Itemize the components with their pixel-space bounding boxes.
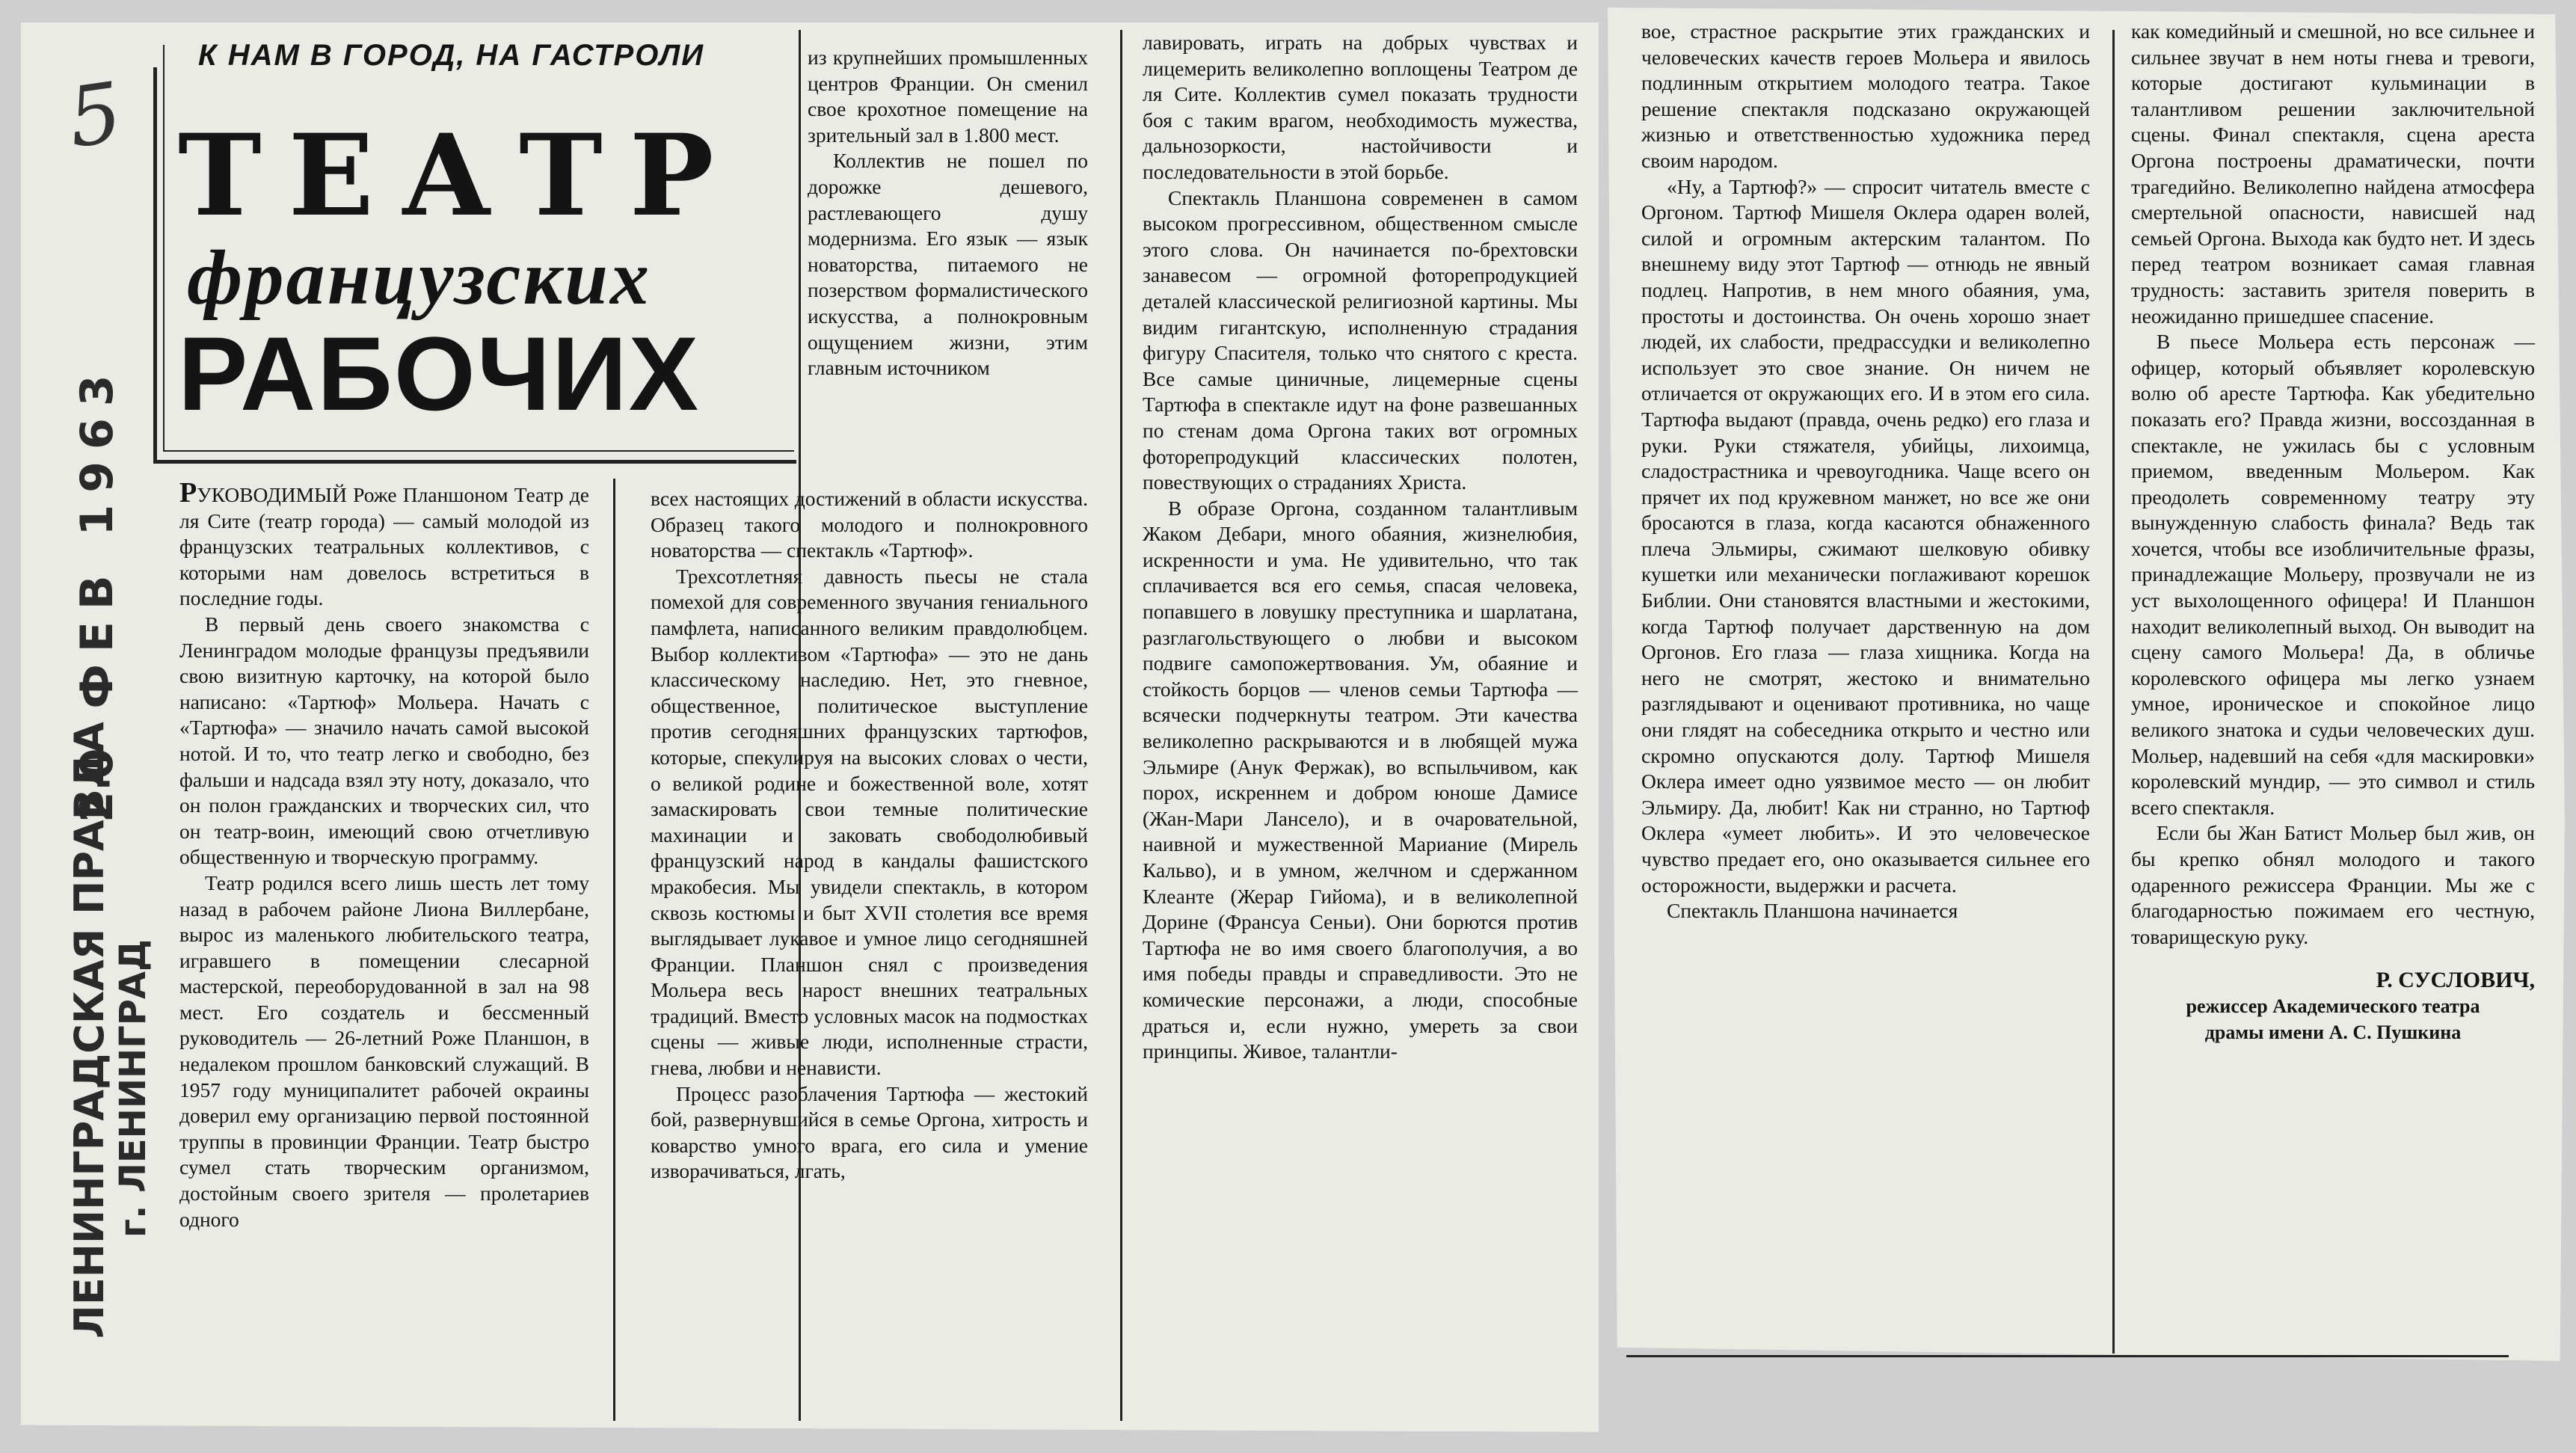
paragraph: всех настоящих достижений в области искусства. Образец такого молодого и полнокровного новаторства — спектакль «Тартюф». bbox=[651, 487, 1088, 562]
paragraph: В пьесе Мольера есть персонаж — офицер, который объявляет королевскую волю об аресте Тартюфа. Как убедительно показать его? Правда жизни, воссозданная в спектакле, не ужилась бы с условным приемом, введенным Мольером. Как преодолеть современному театру эту вынужденную слабость финала? Ведь так хочется, чтобы все изобличительные фразы, принадлежащие Мольеру, прозвучали не из уст выхолощенного офицера! И Планшон находит великолепный выход. Он выводит на сцену самого Мольера! Да, в обличье королевского офицера мы легко узнаем умное, ироническое и спокойное лицо великого знатока и судьи человеческих душ. Мольер, надевший на себя «для маскировки» королевский мундир, — это символ и стиль всего спектакля. bbox=[2131, 330, 2535, 819]
paragraph: вое, страстное раскрытие этих гражданских и человеческих качеств героев Мольера и явилось подлинным открытием молодого театра. Такое решение спектакля подсказано окружающей жизнью и ответственностью художника перед своим народом. bbox=[1641, 19, 2090, 172]
article-column-4 bbox=[1641, 19, 2090, 924]
paragraph: лавировать, играть на добрых чувствах и лицемерить великолепно воплощены Театром де ля Сите. Коллектив сумел показать трудности боя с таким врагом, необходимость мужества, дальнозоркости, настойчивости и последовательности в этой борьбе. bbox=[1143, 31, 1578, 183]
article-column-5 bbox=[2131, 19, 2535, 1045]
paragraph: Коллектив не пошел по дорожке дешевого, растлевающего душу модернизма. Его язык — язык новаторства, питаемого не позерством формалистического искусства, а полнокровным ощущением жизни, этим главным источником bbox=[808, 149, 1088, 380]
paragraph: как комедийный и смешной, но все сильнее и сильнее звучат в нем ноты гнева и тревоги, которые достигают кульминации в талантливом решении заключительной сцены. Финал спектакля, сцена ареста Оргона построены драматически, почти трагедийно. Великолепно найдена атмосфера смертельной опасности, нависшей над семьей Оргона. Выхода как будто нет. И здесь перед театром возникает самая главная трудность: заставить зрителя поверить в неожиданно пришедшее спасение. bbox=[2131, 19, 2535, 328]
paragraph: «Ну, а Тартюф?» — спросит читатель вместе с Оргоном. Тартюф Мишеля Оклера одарен волей, силой и огромным актерским талантом. По внешнему виду этот Тартюф — отнюдь не явный подлец. Напротив, в нем много обаяния, ума, простоты и достоинства. Он очень хорошо знает людей, их слабости, предрассудки и великолепно использует это свое знание. Он ничем не отличается от окружающих его. И в этом его сила. Тартюфа выдают (правда, очень редко) его глаза и руки. Руки стяжателя, убийцы, лихоимца, сладострастника и чревоугодника. Чаще всего он прячет их под кружевном манжет, но все же они бросаются в глаза, когда касаются обнаженного плеча Эльмиры, сжимают шелковую обивку кушетки или механически поглаживают корешок Библии. Они становятся властными и жестокими, когда Тартюф получает дарственную на дом Оргонов. Его глаза — глаза хищника. Когда на него не смотрят, жестоко и внимательно разглядывают и оценивают противника, но чаще они глядят на собеседника открыто и честно или скромно опускаются долу. Тартюф Мишеля Оклера имеет одно уязвимое место — он любит Эльмиру. Да, любит! Как ни странно, но Тартюф Оклера «умеет любить». И это человеческое чувство предает его, оно оказывается сильнее его осторожности, выдержки и расчета. bbox=[1641, 174, 2090, 897]
column-rule bbox=[1120, 30, 1122, 1421]
margin-mark: 5 bbox=[62, 64, 128, 167]
section-rubric: К НАМ В ГОРОД, НА ГАСТРОЛИ bbox=[198, 39, 705, 72]
newspaper-stamp-paper: ЛЕНИНГРАДСКАЯ ПРАВДА bbox=[66, 722, 113, 1339]
paragraph: Трехсотлетняя давность пьесы не стала помехой для современного звучания гениального памфлета, написанного великим правдолюбцем. Выбор коллективом «Тартюфа» — это не дань классическому наследию. Нет, это гневное, общественное, политическое выступление против сегодняшних французских тартюфов, которые, спекулируя на высоких словах о чести, о великой родине и божественной воле, хотят замаскировать свои темные политические махинации и заковать свободолюбивый французский народ в кандалы фашистского мракобесия. Мы увидели спектакль, в котором сквозь костюмы и быт XVII столетия все время выглядывает лукавое и умное лицо сегодняшней Франции. Планшон снял с произведения Мольера весь нарост внешних театральных традиций. Вместо условных масок на подмостках сцены — живые люди, исполненные страсти, гнева, любви и ненависти. bbox=[651, 564, 1088, 1080]
author-title: режиссер Академического театра bbox=[2186, 995, 2480, 1017]
paragraph: РУКОВОДИМЫЙ Роже Планшоном Театр де ля Сите (театр города) — самый молодой из французских театральных коллективов, с которыми нам довелось встретиться в последние годы. bbox=[179, 477, 589, 610]
author-signature: Р. СУСЛОВИЧ, bbox=[2376, 968, 2535, 993]
article-column-1 bbox=[179, 477, 589, 1232]
article-column-2 bbox=[651, 486, 1088, 1185]
bottom-rule bbox=[1626, 1355, 2509, 1357]
paragraph: из крупнейших промышленных центров Франции. Он сменил свое крохотное помещение на зрительный зал в 1.800 мест. bbox=[808, 46, 1088, 147]
column-rule bbox=[613, 479, 615, 1421]
paragraph: Если бы Жан Батист Мольер был жив, он бы крепко обнял молодого и такого одаренного режиссера Франции. Мы же с благодарностью пожимаем его честную, товарищескую руку. bbox=[2131, 821, 2535, 948]
paragraph: Спектакль Планшона начинается bbox=[1667, 899, 1958, 923]
title-line-3: РАБОЧИХ bbox=[178, 315, 701, 432]
title-line-2: французских bbox=[187, 235, 651, 321]
author-title: драмы имени А. С. Пушкина bbox=[2204, 1021, 2462, 1043]
paragraph: Процесс разоблачения Тартюфа — жестокий бой, развернувшийся в семье Оргона, хитрость и коварство умного врага, его сила и умение изворачиваться, лгать, bbox=[651, 1081, 1088, 1183]
column-rule bbox=[2112, 30, 2115, 1354]
article-column-2-top bbox=[808, 45, 1088, 381]
paragraph: Спектакль Планшона современен в самом высоком прогрессивном, общественном смысле этого слова. Он начинается по-брехтовски занавесом — огромной фоторепродукцией деталей классической религиозной картины. Мы видим гигантскую, исполненную страдания фигуру Спасителя, только что снятого с креста. Все самые циничные, лицемерные сцены Тартюфа в спектакле идут на фоне развешанных по стенам дома Оргона таких вот огромных фоторепродукций классических полотен, повествующих о страданиях Христа. bbox=[1143, 185, 1578, 494]
title-line-1: ТЕАТР bbox=[178, 110, 741, 242]
newspaper-stamp-date: 20 ФЕВ 1963 bbox=[71, 363, 123, 823]
article-column-3 bbox=[1143, 30, 1578, 1065]
paragraph: Театр родился всего лишь шесть лет тому назад в рабочем районе Лиона Виллербане, вырос из маленького любительского театра, игравшего в помещении слесарной мастерской, переоборудованной в зал на 98 мест. Его создатель и бессменный руководитель — 26-летний Роже Планшон, в недалеком прошлом банковский служащий. В 1957 году муниципалитет рабочей окраины доверил ему организацию первой постоянной труппы в провинции Франции. Театр быстро сумел стать творческим организмом, достойным своего зрителя — пролетариев одного bbox=[179, 870, 589, 1231]
paragraph: В первый день своего знакомства с Ленинградом молодые французы предъявили свою визитную карточку, на которой было написано: «Тартюф» Мольера. Начать с «Тартюфа» — значило начать самой высокой нотой. И то, что театр легко и свободно, без фальши и надсада взял эту ноту, доказало, что он полон гражданских и творческих сил, что он театр-воин, имеющий свою отчетливую общественную и творческую программу. bbox=[179, 612, 589, 869]
newspaper-stamp-city: г. ЛЕНИНГРАД bbox=[112, 939, 154, 1238]
paragraph: В образе Оргона, созданном талантливым Жаком Дебари, много обаяния, жизнелюбия, искренности и ума. Не удивительно, что так сплачивается вся его семья, спасая человека, попавшего в ловушку преступника и шарлатана, разглагольствующего о любви и высоком подвиге самопожертвования. Ум, обаяние и стойкость борцов — членов семьи Тартюфа — всячески подчеркнуты театром. Эти качества великолепно раскрываются и в любящей мужа Эльмире (Анук Фержак), во вспыльчивом, как порох, искреннем и добром юноше Дамисе (Жан-Мари Лансело), и в очаровательной, наивной и мужественной Мариание (Мирель Кальво), и в умном, желчном и сдержанном Клеанте (Жерар Гийома), и в великолепной Дорине (Франсуа Сеньи). Они борются против Тартюфа не во имя своего благополучия, а во имя победы правды и справедливости. Это не комические персонажи, а люди, способные драться и, если нужно, умереть за свои принципы. Живое, талантли- bbox=[1143, 496, 1578, 1063]
